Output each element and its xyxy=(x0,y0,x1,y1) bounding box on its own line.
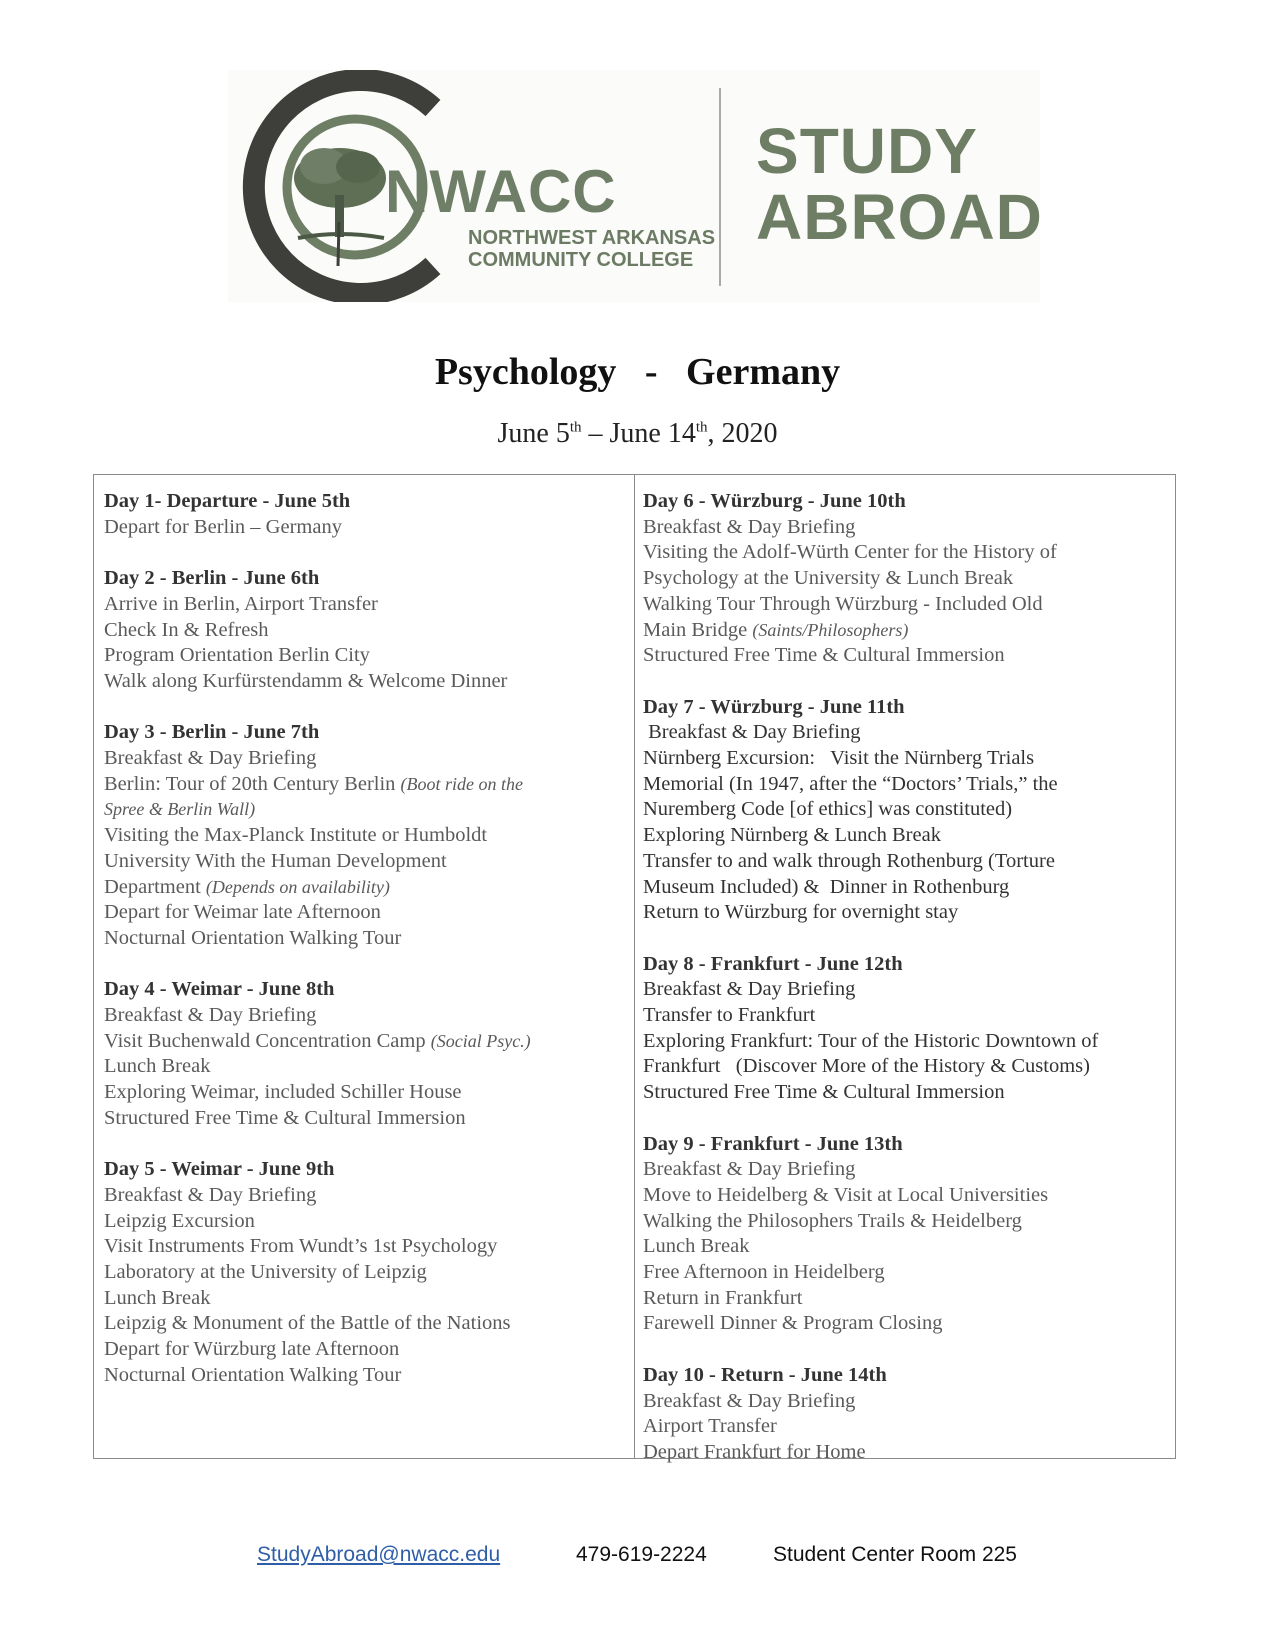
date-range xyxy=(0,418,1275,450)
day-activity: Visiting the Adolf-Würth Center for the History of xyxy=(643,541,1057,564)
year: , 2020 xyxy=(707,418,778,449)
day-activity: Breakfast & Day Briefing xyxy=(643,978,856,1001)
abroad-word: ABROAD xyxy=(756,181,1043,253)
day-activity: Program Orientation Berlin City xyxy=(104,644,370,667)
day-activity: Museum Included) & Dinner in Rothenburg xyxy=(643,875,1010,898)
day-activity: Leipzig & Monument of the Battle of the Nations xyxy=(104,1312,511,1335)
day-heading: Day 3 - Berlin - June 7th xyxy=(104,721,320,744)
day-activity xyxy=(104,1029,624,1055)
day-activity: Walking the Philosophers Trails & Heidelberg xyxy=(643,1209,1022,1232)
day-heading: Day 4 - Weimar - June 8th xyxy=(104,978,335,1001)
activity-note: (Boot ride on the xyxy=(400,773,524,794)
activity-note: Spree & Berlin Wall) xyxy=(104,799,256,820)
day-activity: Breakfast & Day Briefing xyxy=(643,1158,856,1181)
day-activity: Leipzig Excursion xyxy=(104,1209,255,1232)
day-activity: Psychology at the University & Lunch Break xyxy=(643,567,1014,590)
itinerary-right-column xyxy=(643,489,1168,1491)
nwacc-study-abroad-logo xyxy=(228,70,1043,302)
day-activity: Breakfast & Day Briefing xyxy=(104,1004,317,1027)
day-activity: Return to Würzburg for overnight stay xyxy=(643,901,959,924)
day-4 xyxy=(104,977,624,1131)
day-activity: Visit Instruments From Wundt’s 1st Psychology xyxy=(104,1235,498,1258)
day-activity: Exploring Frankfurt: Tour of the Historic Downtown of xyxy=(643,1029,1099,1052)
day-activity: Visiting the Max-Planck Institute or Humboldt xyxy=(104,824,488,847)
column-divider xyxy=(634,475,635,1458)
day-heading: Day 10 - Return - June 14th xyxy=(643,1363,887,1386)
day-activity: Lunch Break xyxy=(643,1235,750,1258)
day-activity: Nocturnal Orientation Walking Tour xyxy=(104,926,402,949)
day-activity: Breakfast & Day Briefing xyxy=(643,721,861,744)
day-activity: Nuremberg Code [of ethics] was constituted) xyxy=(643,798,1013,821)
end-date-suffix: th xyxy=(695,419,708,436)
day-activity: Lunch Break xyxy=(104,1055,211,1078)
day-activity: Free Afternoon in Heidelberg xyxy=(643,1261,885,1284)
day-6 xyxy=(643,489,1168,669)
day-activity: Laboratory at the University of Leipzig xyxy=(104,1261,427,1284)
day-activity: Transfer to Frankfurt xyxy=(643,1004,816,1027)
day-activity: Move to Heidelberg & Visit at Local Universities xyxy=(643,1183,1049,1206)
day-activity: Memorial (In 1947, after the “Doctors’ Trials,” the xyxy=(643,772,1058,795)
phone-number: 479-619-2224 xyxy=(576,1543,707,1566)
start-date: June 5 xyxy=(497,418,570,449)
day-activity: Structured Free Time & Cultural Immersion xyxy=(643,1081,1005,1104)
day-10 xyxy=(643,1363,1168,1466)
study-abroad-wordmark xyxy=(756,115,1043,253)
day-activity: Structured Free Time & Cultural Immersion xyxy=(104,1106,466,1129)
day-2 xyxy=(104,566,624,695)
day-activity: Walk along Kurfürstendamm & Welcome Dinner xyxy=(104,669,508,692)
activity-text: Berlin: Tour of 20th Century Berlin xyxy=(104,772,396,795)
logo-nwacc-text: NWACC xyxy=(385,158,617,225)
day-activity: Walking Tour Through Würzburg - Included Old xyxy=(643,592,1043,615)
activity-text: Visit Buchenwald Concentration Camp xyxy=(104,1029,426,1052)
day-activity: University With the Human Development xyxy=(104,849,447,872)
logo-college-line1: NORTHWEST ARKANSAS xyxy=(468,227,716,249)
day-activity: Nocturnal Orientation Walking Tour xyxy=(104,1363,402,1386)
day-activity xyxy=(104,772,624,798)
day-heading: Day 2 - Berlin - June 6th xyxy=(104,567,320,590)
day-8 xyxy=(643,952,1168,1106)
day-1 xyxy=(104,489,624,540)
email-link[interactable]: StudyAbroad@nwacc.edu xyxy=(257,1543,501,1566)
day-activity: Lunch Break xyxy=(104,1286,211,1309)
day-activity: Transfer to and walk through Rothenburg (Torture xyxy=(643,849,1055,872)
day-activity: Nürnberg Excursion: Visit the Nürnberg Trials xyxy=(643,747,1035,770)
day-activity: Arrive in Berlin, Airport Transfer xyxy=(104,592,378,615)
day-activity: Structured Free Time & Cultural Immersion xyxy=(643,644,1005,667)
day-activity xyxy=(643,618,1168,644)
day-activity: Return in Frankfurt xyxy=(643,1286,803,1309)
day-activity: Check In & Refresh xyxy=(104,618,269,641)
activity-text: Main Bridge xyxy=(643,618,748,641)
day-7 xyxy=(643,695,1168,926)
day-heading: Day 7 - Würzburg - June 11th xyxy=(643,695,905,718)
page-title: Psychology - Germany xyxy=(434,351,841,393)
day-heading: Day 8 - Frankfurt - June 12th xyxy=(643,952,903,975)
activity-note: (Saints/Philosophers) xyxy=(752,619,909,640)
day-activity: Depart Frankfurt for Home xyxy=(643,1440,866,1463)
start-date-suffix: th xyxy=(569,419,582,436)
activity-text: Department xyxy=(104,875,201,898)
day-activity: Breakfast & Day Briefing xyxy=(643,1389,856,1412)
day-activity: Depart for Würzburg late Afternoon xyxy=(104,1338,400,1361)
activity-note: (Social Psyc.) xyxy=(430,1030,531,1051)
logo-divider xyxy=(719,88,721,286)
day-3 xyxy=(104,720,624,951)
day-activity: Depart for Berlin – Germany xyxy=(104,515,342,538)
study-word: STUDY xyxy=(756,115,978,187)
end-date: – June 14 xyxy=(581,418,696,449)
logo-college-line2: COMMUNITY COLLEGE xyxy=(468,249,694,271)
day-heading: Day 9 - Frankfurt - June 13th xyxy=(643,1132,903,1155)
day-activity: Exploring Nürnberg & Lunch Break xyxy=(643,824,941,847)
activity-note: (Depends on availability) xyxy=(205,876,390,897)
day-activity: Breakfast & Day Briefing xyxy=(104,747,317,769)
contact-footer xyxy=(0,1543,1275,1573)
office-location: Student Center Room 225 xyxy=(773,1543,1017,1566)
day-activity: Airport Transfer xyxy=(643,1415,777,1438)
itinerary-table xyxy=(93,474,1176,1463)
day-activity: Depart for Weimar late Afternoon xyxy=(104,901,381,924)
day-5 xyxy=(104,1157,624,1388)
day-activity: Frankfurt (Discover More of the History & Customs) xyxy=(643,1055,1090,1078)
day-9 xyxy=(643,1132,1168,1338)
day-activity: Farewell Dinner & Program Closing xyxy=(643,1312,943,1335)
day-activity: Breakfast & Day Briefing xyxy=(643,515,856,538)
day-activity: Breakfast & Day Briefing xyxy=(104,1183,317,1206)
itinerary-left-column xyxy=(104,489,624,1414)
day-heading: Day 5 - Weimar - June 9th xyxy=(104,1158,335,1181)
day-heading: Day 1- Departure - June 5th xyxy=(104,490,351,512)
day-activity xyxy=(104,875,624,901)
day-activity: Exploring Weimar, included Schiller House xyxy=(104,1081,462,1104)
day-activity xyxy=(104,797,624,823)
day-heading: Day 6 - Würzburg - June 10th xyxy=(643,490,906,512)
